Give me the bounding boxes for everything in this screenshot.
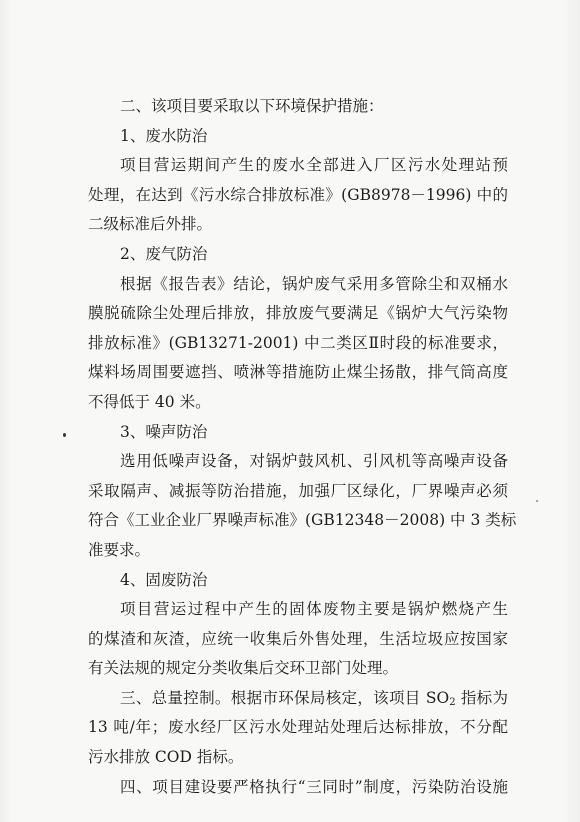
subheading-waste-gas: 2、废气防治 [120,244,208,263]
paragraph-line: 不得低于 40 米。 [88,392,211,411]
paragraph-line: 有关法规的规定分类收集后交环卫部门处理。 [88,659,399,678]
paragraph-line: 膜脱硫除尘处理后排放，排放废气要满足《锅炉大气污染物 [88,304,508,323]
paragraph-line: 采取隔声、减振等防治措施，加强厂区绿化，厂界噪声必须 [88,481,508,500]
paragraph-total-control [88,684,508,714]
paragraph-line: 项目营运过程中产生的固体废物主要是锅炉燃烧产生 [120,600,508,619]
paragraph-line: 准要求。 [88,540,151,559]
paragraph-line: 13 吨/年；废水经厂区污水处理站处理后达标排放，不分配 [88,718,508,737]
subheading-solid-waste: 4、固废防治 [120,570,208,589]
paragraph-line: 污水排放 COD 指标。 [88,748,244,767]
text-run: 三、总量控制。根据市环保局核定，该项目 SO [120,688,450,707]
paragraph-line: 符合《工业企业厂界噪声标准》(GB12348－2008) 中 3 类标 [88,511,517,530]
document-body [88,92,517,802]
paragraph-three-simultaneous: 四、项目建设要严格执行“三同时”制度，污染防治设施 [120,777,508,796]
paragraph-line: 的煤渣和灰渣，应统一收集后外售处理，生活垃圾应按国家 [88,629,508,648]
subheading-noise: 3、噪声防治 [120,422,208,441]
paragraph-line: 处理，在达到《污水综合排放标准》(GB8978－1996) 中的 [88,185,508,204]
scan-speck [63,433,66,437]
subheading-wastewater: 1、废水防治 [120,126,208,145]
scan-speck [536,500,538,502]
heading-env-measures: 二、该项目要采取以下环境保护措施： [120,97,384,115]
paragraph-line: 二级标准后外排。 [88,215,213,234]
paragraph-line: 根据《报告表》结论，锅炉废气采用多管除尘和双桶水 [120,274,508,293]
paragraph-line: 排放标准》(GB13271-2001) 中二类区Ⅱ时段的标准要求， [88,333,508,352]
subscript-2: 2 [449,696,456,708]
paragraph-line: 项目营运期间产生的废水全部进入厂区污水处理站预 [120,156,508,175]
paragraph-line: 煤料场周围要遮挡、喷淋等措施防止煤尘扬散，排气筒高度 [88,363,508,382]
paragraph-line: 选用低噪声设备，对锅炉鼓风机、引风机等高噪声设备 [120,452,508,471]
text-run: 指标为 [455,688,508,707]
